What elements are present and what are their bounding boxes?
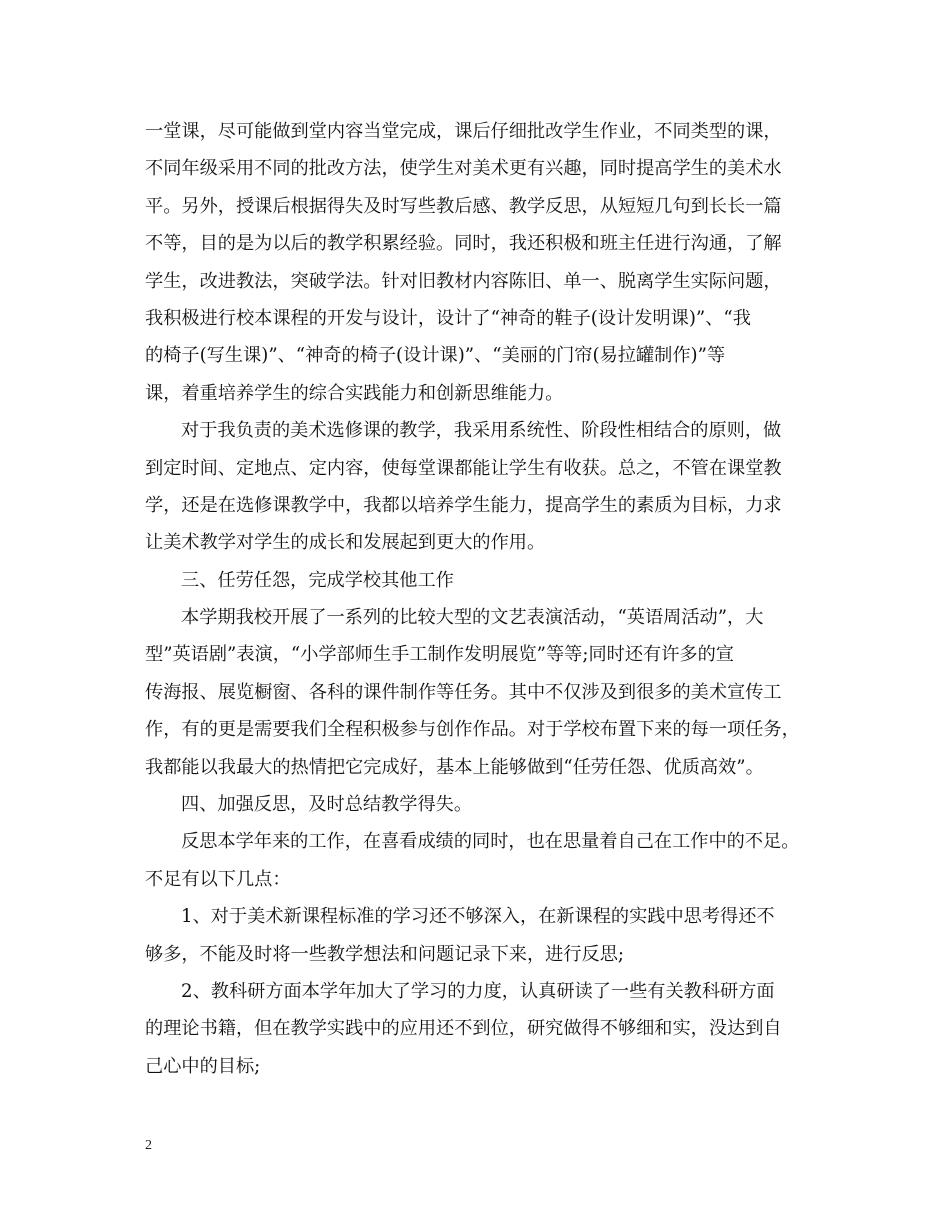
text-line: 课，着重培养学生的综合实践能力和创新思维能力。 xyxy=(145,382,564,404)
text-line: 不同年级采用不同的批改方法，使学生对美术更有兴趣，同时提高学生的美术水 xyxy=(145,158,782,180)
text-line: 己心中的目标; xyxy=(145,1055,261,1077)
text-line: 我积极进行校本课程的开发与设计，设计了“神奇的鞋子(设计发明课)”、“我 xyxy=(145,307,751,329)
text-line: 学，还是在选修课教学中，我都以培养学生能力，提高学生的素质为目标，力求 xyxy=(145,494,782,516)
text-line: 2、教科研方面本学年加大了学习的力度，认真研读了一些有关教科研方面 xyxy=(181,980,775,1002)
text-line: 四、加强反思，及时总结教学得失。 xyxy=(181,794,473,816)
text-line: 型”英语剧”表演，“小学部师生手工制作发明展览”等等;同时还有许多的宣 xyxy=(145,644,734,666)
text-line: 本学期我校开展了一系列的比较大型的文艺表演活动，“英语周活动”，大 xyxy=(181,607,764,629)
text-line: 对于我负责的美术选修课的教学，我采用系统性、阶段性相结合的原则，做 xyxy=(181,420,782,442)
page-number: 2 xyxy=(145,1138,152,1153)
text-line: 三、任劳任怨，完成学校其他工作 xyxy=(181,569,454,591)
text-line: 一堂课，尽可能做到堂内容当堂完成，课后仔细批改学生作业，不同类型的课， xyxy=(145,121,782,142)
text-line: 作，有的更是需要我们全程积极参与创作作品。对于学校布置下来的每一项任务， xyxy=(145,719,800,741)
text-line: 反思本学年来的工作，在喜看成绩的同时，也在思量着自己在工作中的不足。 xyxy=(181,831,800,853)
text-line: 到定时间、定地点、定内容，使每堂课都能让学生有收获。总之，不管在课堂教 xyxy=(145,457,782,479)
text-line: 学生，改进教法，突破学法。针对旧教材内容陈旧、单一、脱离学生实际问题， xyxy=(145,270,782,292)
text-line: 让美术教学对学生的成长和发展起到更大的作用。 xyxy=(145,532,546,554)
text-line: 1、对于美术新课程标准的学习还不够深入，在新课程的实践中思考得还不 xyxy=(181,906,775,928)
text-line: 不足有以下几点： xyxy=(145,868,291,890)
text-line: 的理论书籍，但在教学实践中的应用还不到位，研究做得不够细和实，没达到自 xyxy=(145,1018,782,1040)
body-text xyxy=(145,113,815,1085)
text-line: 我都能以我最大的热情把它完成好，基本上能够做到“任劳任怨、优质高效”。 xyxy=(145,756,764,778)
text-line: 平。另外，授课后根据得失及时写些教后感、教学反思，从短短几句到长长一篇 xyxy=(145,195,782,217)
text-line: 传海报、展览橱窗、各科的课件制作等任务。其中不仅涉及到很多的美术宣传工 xyxy=(145,681,782,703)
text-line: 够多，不能及时将一些教学想法和问题记录下来，进行反思; xyxy=(145,943,625,965)
text-line: 的椅子(写生课)”、“神奇的椅子(设计课)”、“美丽的门帘(易拉罐制作)”等 xyxy=(145,345,726,367)
text-line: 不等，目的是为以后的教学积累经验。同时，我还积极和班主任进行沟通，了解 xyxy=(145,233,782,255)
